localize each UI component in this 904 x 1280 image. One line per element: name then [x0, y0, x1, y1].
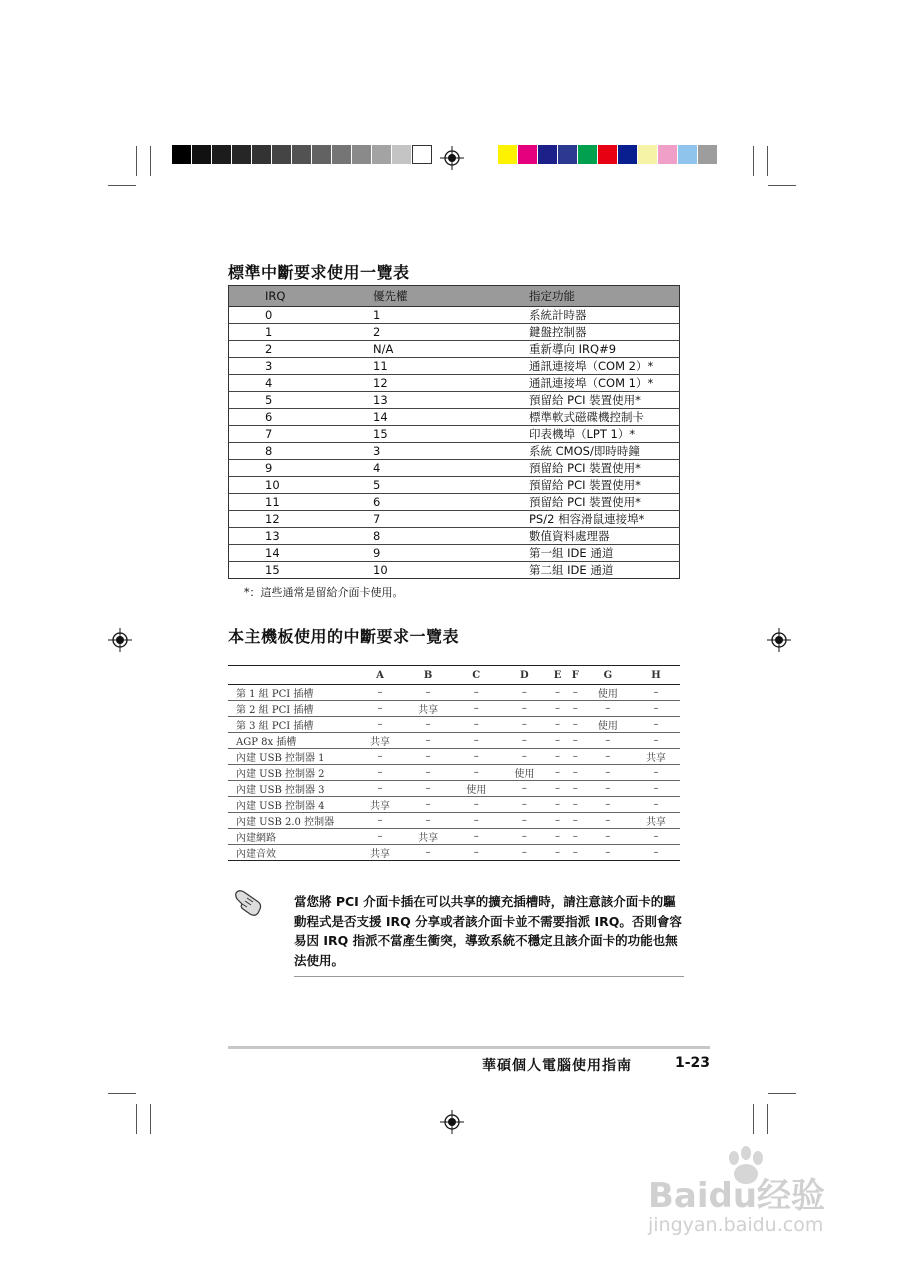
- column-header-f: F: [567, 666, 584, 685]
- color-swatch: [558, 145, 578, 164]
- function-cell: 第二組 IDE 通道: [529, 563, 614, 577]
- function-cell: 通訊連接埠（COM 1）*: [529, 375, 680, 392]
- table-row: [229, 307, 680, 324]
- function-cell: 預留給 PCI 裝置使用*: [529, 392, 680, 409]
- irq-assignment-cell: 共享: [632, 749, 680, 765]
- irq-assignment-cell: –: [584, 781, 632, 797]
- irq-assignment-cell: –: [404, 685, 452, 701]
- irq-assignment-cell: –: [404, 781, 452, 797]
- color-swatch: [698, 145, 718, 164]
- footnote: *：這些通常是留給介面卡使用。: [244, 586, 404, 599]
- table-row: [229, 409, 680, 426]
- irq-cell: 7: [229, 426, 374, 443]
- irq-assignment-cell: –: [404, 813, 452, 829]
- irq-assignment-cell: –: [584, 797, 632, 813]
- irq-assignment-cell: –: [356, 813, 404, 829]
- device-name-cell: 第 2 組 PCI 插槽: [228, 701, 356, 717]
- irq-assignment-cell: 共享: [356, 797, 404, 813]
- table-row: [228, 813, 680, 829]
- irq-assignment-cell: –: [567, 701, 584, 717]
- column-header-a: A: [356, 666, 404, 685]
- page-number: 1-23: [675, 1055, 711, 1071]
- irq-assignment-cell: –: [548, 813, 566, 829]
- priority-cell: 12: [373, 375, 529, 392]
- board-table-body: [228, 685, 680, 861]
- gray-swatch: [352, 145, 372, 164]
- irq-assignment-cell: 共享: [356, 733, 404, 749]
- irq-assignment-cell: –: [452, 813, 500, 829]
- irq-assignment-cell: –: [356, 685, 404, 701]
- table-row: [228, 733, 680, 749]
- irq-assignment-cell: –: [452, 765, 500, 781]
- table-row: [229, 443, 680, 460]
- irq-assignment-cell: –: [632, 765, 680, 781]
- irq-assignment-cell: –: [632, 701, 680, 717]
- crop-mark: [108, 185, 136, 186]
- irq-assignment-cell: 共享: [404, 701, 452, 717]
- irq-cell: 3: [229, 358, 374, 375]
- irq-cell: 13: [229, 528, 374, 545]
- irq-cell: 6: [229, 409, 374, 426]
- irq-assignment-cell: –: [356, 829, 404, 845]
- irq-assignment-cell: –: [548, 797, 566, 813]
- irq-assignment-cell: –: [632, 685, 680, 701]
- irq-assignment-cell: –: [500, 733, 548, 749]
- note-text: 當您將 PCI 介面卡插在可以共享的擴充插槽時，請注意該介面卡的驅動程式是否支援 IRQ 分享或者該介面卡並不需要指派 IRQ。否則會容易因 IRQ 指派不當產生衝突，導致系統不穩定且該介面卡的功能也無法使用。: [294, 892, 684, 977]
- board-irq-table: [228, 665, 680, 861]
- irq-assignment-cell: –: [567, 845, 584, 861]
- table-row: [228, 829, 680, 845]
- irq-assignment-cell: –: [548, 749, 566, 765]
- irq-assignment-cell: –: [584, 829, 632, 845]
- irq-assignment-cell: 使用: [500, 765, 548, 781]
- function-cell: 重新導向 IRQ#9: [529, 341, 680, 358]
- irq-assignment-cell: –: [500, 717, 548, 733]
- function-cell: 數值資料處理器: [529, 528, 680, 545]
- column-header-e: E: [548, 666, 566, 685]
- pointing-hand-icon: [233, 885, 267, 919]
- crop-mark: [150, 146, 151, 176]
- irq-assignment-cell: –: [452, 797, 500, 813]
- column-header-g: G: [584, 666, 632, 685]
- irq-assignment-cell: 共享: [356, 845, 404, 861]
- irq-table-title: 標準中斷要求使用一覽表: [228, 263, 410, 282]
- priority-cell: 8: [373, 528, 529, 545]
- table-row: [228, 797, 680, 813]
- watermark-logo: Baidu经验: [648, 1176, 826, 1216]
- irq-assignment-cell: –: [548, 701, 566, 717]
- irq-assignment-cell: –: [567, 813, 584, 829]
- irq-assignment-cell: –: [356, 749, 404, 765]
- priority-cell: 14: [373, 409, 529, 426]
- irq-assignment-cell: –: [567, 749, 584, 765]
- priority-cell: 15: [373, 426, 529, 443]
- priority-cell: 2: [373, 324, 529, 341]
- table-row: [229, 477, 680, 494]
- function-cell: 預留給 PCI 裝置使用*: [529, 494, 680, 511]
- color-swatch: [518, 145, 538, 164]
- device-name-cell: 內建 USB 控制器 2: [228, 765, 356, 781]
- gray-calibration-bar: [172, 145, 432, 164]
- irq-assignment-cell: –: [500, 845, 548, 861]
- function-cell: 預留給 PCI 裝置使用*: [529, 460, 680, 477]
- irq-cell: 11: [229, 494, 374, 511]
- device-name-cell: 內建網路: [228, 829, 356, 845]
- function-cell: 通訊連接埠（COM 2）*: [529, 358, 680, 375]
- table-row: [229, 375, 680, 392]
- irq-assignment-cell: –: [567, 829, 584, 845]
- irq-cell: 10: [229, 477, 374, 494]
- irq-assignment-cell: –: [548, 765, 566, 781]
- irq-assignment-cell: 使用: [584, 717, 632, 733]
- irq-assignment-cell: –: [632, 797, 680, 813]
- irq-assignment-cell: –: [584, 845, 632, 861]
- gray-swatch: [172, 145, 192, 164]
- device-name-cell: 內建 USB 控制器 3: [228, 781, 356, 797]
- table-row: [229, 460, 680, 477]
- irq-assignment-cell: –: [404, 749, 452, 765]
- table-row: [228, 701, 680, 717]
- function-cell: 鍵盤控制器: [529, 324, 680, 341]
- irq-cell: 12: [229, 511, 374, 528]
- table-row: [229, 562, 680, 579]
- irq-assignment-cell: –: [404, 717, 452, 733]
- color-swatch: [618, 145, 638, 164]
- crop-mark: [768, 1093, 796, 1094]
- irq-assignment-cell: 使用: [452, 781, 500, 797]
- table-row: [229, 528, 680, 545]
- irq-cell: 15: [265, 563, 280, 577]
- device-name-cell: 第 3 組 PCI 插槽: [228, 717, 356, 733]
- irq-assignment-cell: –: [567, 765, 584, 781]
- irq-assignment-cell: 共享: [404, 829, 452, 845]
- registration-mark-icon: [440, 1110, 464, 1134]
- gray-swatch: [272, 145, 292, 164]
- irq-assignment-cell: –: [356, 765, 404, 781]
- table-header-row: [228, 666, 680, 685]
- irq-assignment-cell: –: [567, 685, 584, 701]
- irq-assignment-cell: –: [567, 797, 584, 813]
- crop-mark: [150, 1104, 151, 1134]
- irq-assignment-cell: –: [632, 733, 680, 749]
- table-row: [228, 765, 680, 781]
- color-swatch: [658, 145, 678, 164]
- irq-assignment-cell: –: [500, 781, 548, 797]
- footer-book-title: 華碩個人電腦使用指南: [482, 1058, 632, 1074]
- column-header-function: 指定功能: [529, 286, 680, 307]
- registration-mark-icon: [108, 628, 132, 652]
- color-swatch: [598, 145, 618, 164]
- irq-assignment-cell: –: [452, 685, 500, 701]
- table-row: [229, 426, 680, 443]
- irq-assignment-cell: –: [548, 781, 566, 797]
- irq-assignment-cell: –: [632, 845, 680, 861]
- table-row: [228, 717, 680, 733]
- irq-assignment-cell: –: [452, 717, 500, 733]
- gray-swatch: [192, 145, 212, 164]
- irq-assignment-cell: –: [567, 733, 584, 749]
- column-header-device: [228, 666, 356, 685]
- irq-assignment-cell: 使用: [584, 685, 632, 701]
- device-name-cell: 內建 USB 控制器 4: [228, 797, 356, 813]
- table-row: [228, 845, 680, 861]
- irq-assignment-cell: –: [584, 813, 632, 829]
- column-header-d: D: [500, 666, 548, 685]
- gray-swatch: [332, 145, 352, 164]
- irq-assignment-cell: –: [500, 797, 548, 813]
- irq-assignment-cell: –: [632, 717, 680, 733]
- registration-mark-icon: [440, 146, 464, 170]
- irq-assignment-cell: –: [500, 685, 548, 701]
- irq-cell: 14: [229, 545, 374, 562]
- irq-assignment-cell: –: [356, 701, 404, 717]
- table-row: [229, 341, 680, 358]
- color-swatch: [498, 145, 518, 164]
- irq-assignment-cell: –: [404, 733, 452, 749]
- irq-assignment-cell: –: [404, 765, 452, 781]
- table-row: [229, 545, 680, 562]
- priority-cell: 7: [373, 511, 529, 528]
- irq-assignment-cell: –: [567, 717, 584, 733]
- irq-assignment-cell: –: [452, 845, 500, 861]
- irq-assignment-cell: –: [500, 813, 548, 829]
- column-header-b: B: [404, 666, 452, 685]
- irq-cell: 2: [229, 341, 374, 358]
- function-cell: 系統計時器: [529, 307, 680, 324]
- gray-swatch: [252, 145, 272, 164]
- board-table-title: 本主機板使用的中斷要求一覽表: [228, 627, 460, 646]
- priority-cell: 3: [373, 443, 529, 460]
- irq-assignment-cell: –: [584, 701, 632, 717]
- device-name-cell: 第 1 組 PCI 插槽: [228, 685, 356, 701]
- priority-cell: 6: [373, 494, 529, 511]
- device-name-cell: 內建音效: [228, 845, 356, 861]
- irq-cell: 4: [229, 375, 374, 392]
- crop-mark: [768, 185, 796, 186]
- irq-assignment-cell: –: [548, 733, 566, 749]
- irq-assignment-cell: –: [500, 829, 548, 845]
- gray-swatch: [292, 145, 312, 164]
- irq-assignment-cell: –: [632, 781, 680, 797]
- irq-cell: 8: [229, 443, 374, 460]
- crop-mark: [753, 1104, 754, 1134]
- column-header-h: H: [632, 666, 680, 685]
- color-calibration-bar: [498, 145, 718, 164]
- irq-table-body: [229, 307, 680, 579]
- irq-cell: 0: [229, 307, 374, 324]
- irq-assignment-cell: –: [584, 733, 632, 749]
- device-name-cell: 內建 USB 控制器 1: [228, 749, 356, 765]
- table-row: [229, 324, 680, 341]
- crop-mark: [767, 1104, 768, 1134]
- crop-mark: [108, 1093, 136, 1094]
- gray-swatch: [212, 145, 232, 164]
- priority-cell: 13: [373, 392, 529, 409]
- irq-assignment-cell: –: [356, 717, 404, 733]
- gray-swatch: [232, 145, 252, 164]
- irq-assignment-cell: –: [452, 701, 500, 717]
- priority-cell: 11: [373, 358, 529, 375]
- irq-assignment-cell: –: [404, 797, 452, 813]
- priority-cell: 10: [373, 563, 388, 577]
- table-header-row: [229, 286, 680, 307]
- crop-mark: [136, 1104, 137, 1134]
- irq-assignment-cell: –: [500, 749, 548, 765]
- irq-assignment-cell: –: [632, 829, 680, 845]
- table-row: [229, 494, 680, 511]
- function-cell: PS/2 相容滑鼠連接埠*: [529, 511, 680, 528]
- irq-cell: 1: [229, 324, 374, 341]
- color-swatch: [578, 145, 598, 164]
- table-row: [229, 358, 680, 375]
- irq-assignment-cell: –: [404, 845, 452, 861]
- gray-swatch: [412, 145, 432, 164]
- function-cell: 預留給 PCI 裝置使用*: [529, 477, 680, 494]
- table-row: [228, 749, 680, 765]
- table-row: [228, 685, 680, 701]
- function-cell: 印表機埠（LPT 1）*: [529, 426, 680, 443]
- irq-assignment-cell: –: [452, 733, 500, 749]
- irq-assignment-cell: –: [548, 685, 566, 701]
- irq-assignment-cell: –: [584, 749, 632, 765]
- irq-assignment-cell: 共享: [632, 813, 680, 829]
- irq-assignment-cell: –: [452, 829, 500, 845]
- function-cell: 系統 CMOS/即時時鐘: [529, 443, 680, 460]
- device-name-cell: 內建 USB 2.0 控制器: [228, 813, 356, 829]
- table-row: [229, 511, 680, 528]
- column-header-c: C: [452, 666, 500, 685]
- color-swatch: [638, 145, 658, 164]
- gray-swatch: [392, 145, 412, 164]
- function-cell: 標準軟式磁碟機控制卡: [529, 409, 680, 426]
- irq-table: [228, 285, 680, 579]
- irq-assignment-cell: –: [584, 765, 632, 781]
- crop-mark: [136, 146, 137, 176]
- priority-cell: 9: [373, 545, 529, 562]
- function-cell: 第一組 IDE 通道: [529, 545, 680, 562]
- crop-mark: [753, 146, 754, 176]
- footer-divider: [228, 1046, 710, 1049]
- irq-assignment-cell: –: [548, 845, 566, 861]
- watermark-url: jingyan.baidu.com: [648, 1214, 824, 1236]
- irq-assignment-cell: –: [356, 781, 404, 797]
- priority-cell: N/A: [373, 341, 529, 358]
- table-row: [228, 781, 680, 797]
- column-header-priority: 優先權: [373, 286, 529, 307]
- color-swatch: [678, 145, 698, 164]
- gray-swatch: [372, 145, 392, 164]
- irq-assignment-cell: –: [567, 781, 584, 797]
- crop-mark: [767, 146, 768, 176]
- irq-assignment-cell: –: [548, 717, 566, 733]
- irq-assignment-cell: –: [500, 701, 548, 717]
- priority-cell: 5: [373, 477, 529, 494]
- irq-assignment-cell: –: [452, 749, 500, 765]
- color-swatch: [538, 145, 558, 164]
- registration-mark-icon: [767, 628, 791, 652]
- priority-cell: 4: [373, 460, 529, 477]
- irq-assignment-cell: –: [548, 829, 566, 845]
- gray-swatch: [312, 145, 332, 164]
- table-row: [229, 392, 680, 409]
- column-header-irq: IRQ: [229, 286, 374, 307]
- device-name-cell: AGP 8x 插槽: [228, 733, 356, 749]
- irq-cell: 9: [229, 460, 374, 477]
- priority-cell: 1: [373, 307, 529, 324]
- irq-cell: 5: [229, 392, 374, 409]
